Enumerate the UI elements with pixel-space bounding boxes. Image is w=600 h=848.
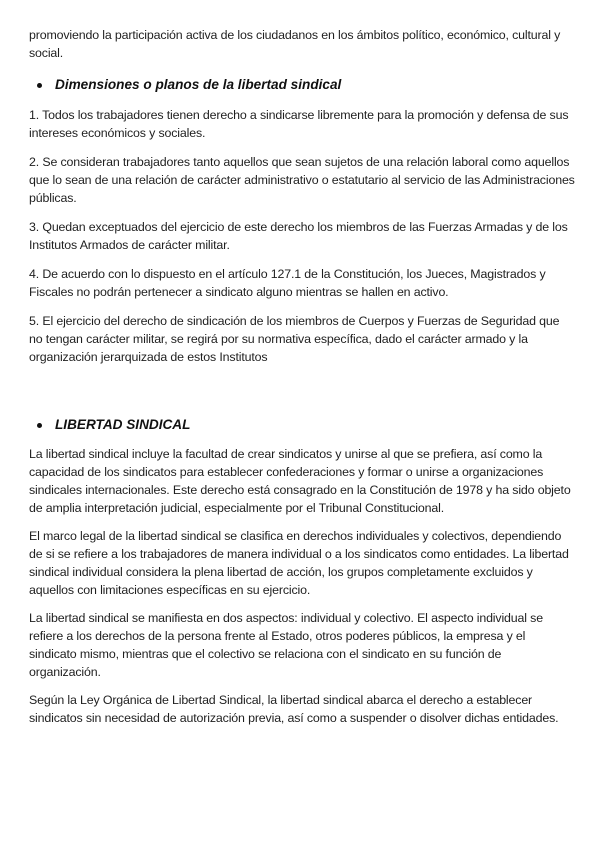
list-item: 1. Todos los trabajadores tienen derecho a sindicarse libremente para la promoción y defensa de sus intereses económicos y sociales. [29, 108, 569, 140]
section-heading-libertad-sindical [29, 416, 575, 434]
paragraph: El marco legal de la libertad sindical se clasifica en derechos individuales y colectivos, dependiendo de si se refiere a los trabajadores de manera individual o a los sindicatos como entidades. La libertad sindical individual considera la plena libertad de acción, los grupos completamente excluidos y aquellos con limitaciones específicas en su ejercicio. [29, 529, 569, 597]
intro-paragraph: promoviendo la participación activa de los ciudadanos en los ámbitos político, económico, cultural y social. [29, 28, 561, 60]
section-body [29, 445, 575, 727]
paragraph: La libertad sindical incluye la facultad de crear sindicatos y unirse al que se prefiera, así como la capacidad de los sindicatos para establecer confederaciones y formar o unirse a organizaciones sindicales internacionales. Este derecho está consagrado en la Constitución de 1978 y ha sido objeto de amplia interpretación judicial, especialmente por el Tribunal Constitucional. [29, 447, 571, 515]
bullet-icon [37, 83, 42, 88]
list-item: 3. Quedan exceptuados del ejercicio de este derecho los miembros de las Fuerzas Armadas y de los Institutos Armados de carácter militar. [29, 220, 568, 252]
numbered-list [29, 106, 575, 366]
section-title: Dimensiones o planos de la libertad sindical [55, 77, 342, 92]
section-spacer [29, 366, 575, 416]
list-item: 5. El ejercicio del derecho de sindicación de los miembros de Cuerpos y Fuerzas de Seguridad que no tengan carácter militar, se regirá por su normativa específica, dado el carácter armado y la organización jerarquizada de estos Institutos [29, 314, 560, 364]
list-item: 4. De acuerdo con lo dispuesto en el artículo 127.1 de la Constitución, los Jueces, Magistrados y Fiscales no podrán pertenecer a sindicato alguno mientras se hallen en activo. [29, 267, 546, 299]
paragraph: La libertad sindical se manifiesta en dos aspectos: individual y colectivo. El aspecto individual se refiere a los derechos de la persona frente al Estado, otros poderes públicos, la empresa y el sindicato mismo, mientras que el colectivo se relaciona con el sindicato en su función de organización. [29, 611, 543, 679]
section-heading-dimensiones [29, 76, 575, 94]
paragraph: Según la Ley Orgánica de Libertad Sindical, la libertad sindical abarca el derecho a establecer sindicatos sin necesidad de autorización previa, así como a suspender o disolver dichas entidades. [29, 693, 559, 725]
section-title: LIBERTAD SINDICAL [55, 417, 191, 432]
document-page [29, 26, 575, 737]
bullet-icon [37, 423, 42, 428]
list-item: 2. Se consideran trabajadores tanto aquellos que sean sujetos de una relación laboral como aquellos que lo sean de una relación de carácter administrativo o estatutario al servicio de las Administraciones públicas. [29, 155, 575, 205]
